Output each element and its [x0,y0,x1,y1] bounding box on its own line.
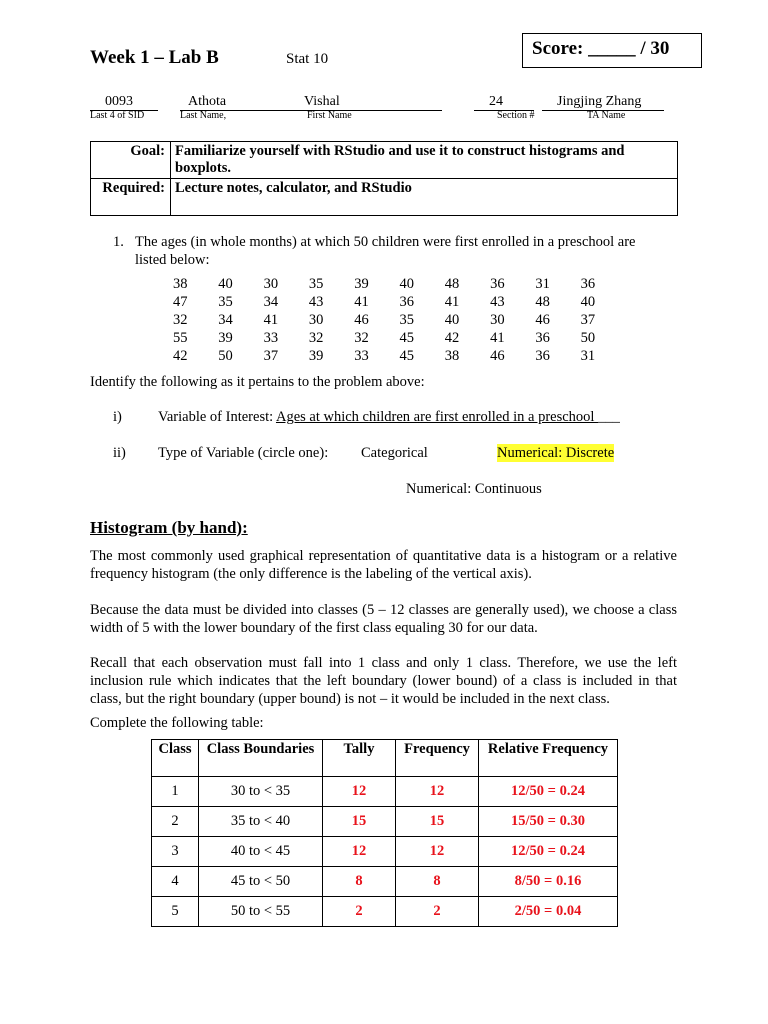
tally-cell: 2 [323,897,396,927]
data-cell: 41 [490,330,505,346]
data-cell: 32 [354,330,369,346]
frequency-cell: 15 [396,807,479,837]
first-name-caption: First Name [307,110,352,121]
item-i-label: i) [113,409,122,425]
sid-value: 0093 [105,94,133,109]
section-caption: Section # [497,110,535,121]
table-row [152,867,618,897]
data-cell: 48 [535,294,550,310]
data-cell: 30 [490,312,505,328]
header-relative-frequency: Relative Frequency [479,740,618,777]
variable-of-interest-prefix: Variable of Interest: [158,409,276,425]
class-cell: 1 [152,777,199,807]
data-cell: 34 [218,312,233,328]
histogram-paragraph-2: Because the data must be divided into classes (5 – 12 classes are generally used), we choose a class width of 5 with the lower boundary of the first class equaling 30 for our data. [90,602,677,636]
class-cell: 5 [152,897,199,927]
data-cell: 38 [444,348,460,364]
data-cell: 41 [263,312,279,328]
frequency-cell: 8 [396,867,479,897]
table-row [152,777,618,807]
option-numerical-discrete: Numerical: Discrete [497,445,615,461]
data-cell: 41 [444,294,460,310]
class-cell: 2 [152,807,199,837]
data-cell: 55 [173,330,188,346]
data-cell: 41 [354,294,369,310]
data-cell: 37 [263,348,279,364]
data-cell: 31 [580,348,596,364]
data-cell: 45 [399,348,414,364]
question-text: The ages (in whole months) at which 50 children were first enrolled in a preschool are listed below: [135,234,636,268]
data-cell: 46 [490,348,505,364]
boundaries-cell: 40 to < 45 [199,837,323,867]
last-name-value: Athota [188,94,227,109]
variable-type-prompt: Type of Variable (circle one): [158,445,329,461]
header-frequency: Frequency [396,740,479,777]
last-name-caption: Last Name, [180,110,227,121]
frequency-cell: 12 [396,777,479,807]
data-cell: 36 [535,348,550,364]
header-class-boundaries: Class Boundaries [199,740,323,777]
data-cell: 40 [580,294,596,310]
data-cell: 43 [490,294,505,310]
data-cell: 43 [308,294,324,310]
boundaries-cell: 50 to < 55 [199,897,323,927]
frequency-cell: 12 [396,837,479,867]
relative-frequency-cell: 15/50 = 0.30 [479,807,618,837]
header-class: Class [152,740,199,777]
required-row [91,179,678,216]
data-cell: 30 [308,312,324,328]
variable-of-interest-answer: Ages at which children are first enrolled in a preschool [275,409,599,425]
data-cell: 39 [354,276,369,292]
data-cell: 46 [535,312,550,328]
histogram-heading: Histogram (by hand): [90,518,248,537]
boundaries-cell: 30 to < 35 [199,777,323,807]
data-cell: 36 [490,276,505,292]
table-header-row [152,740,618,777]
required-text: Lecture notes, calculator, and RStudio [171,179,678,216]
data-cell: 45 [399,330,414,346]
data-cell: 34 [263,294,279,310]
data-row [173,347,626,365]
score-box: Score: _____ / 30 [522,33,702,68]
data-row [173,275,626,293]
data-cell: 47 [173,294,188,310]
required-label: Required: [91,179,171,216]
option-numerical-continuous: Numerical: Continuous [406,481,542,497]
data-cell: 38 [173,276,188,292]
goal-label: Goal: [91,142,171,179]
data-row [173,293,626,311]
option-categorical: Categorical [361,445,428,461]
first-name-value: Vishal [304,94,340,109]
data-cell: 48 [444,276,460,292]
frequency-table [151,739,618,927]
data-cell: 36 [399,294,414,310]
ages-data-grid [173,275,626,365]
header-tally: Tally [323,740,396,777]
frequency-cell: 2 [396,897,479,927]
data-cell: 31 [535,276,550,292]
data-cell: 36 [580,276,596,292]
data-cell: 50 [580,330,596,346]
goal-text: Familiarize yourself with RStudio and use it to construct histograms and boxplots. [171,142,678,179]
data-cell: 35 [399,312,414,328]
data-row [173,329,626,347]
boundaries-cell: 35 to < 40 [199,807,323,837]
data-cell: 33 [354,348,369,364]
histogram-paragraph-3: Recall that each observation must fall into 1 class and only 1 class. Therefore, we use the left inclusion rule which indicates that the left boundary (lower bound) of a class is included in that class, but the right boundary (upper bound) is not – it would be included in the next class. [90,655,677,707]
data-cell: 50 [218,348,233,364]
data-cell: 42 [444,330,460,346]
tally-cell: 12 [323,837,396,867]
class-cell: 4 [152,867,199,897]
data-cell: 40 [399,276,414,292]
data-cell: 42 [173,348,188,364]
section-value: 24 [489,94,503,109]
table-row [152,837,618,867]
data-cell: 35 [218,294,233,310]
question-number: 1. [113,234,124,250]
complete-table-instruction: Complete the following table: [90,715,264,731]
ta-name-value: Jingjing Zhang [557,94,642,109]
data-cell: 35 [308,276,324,292]
relative-frequency-cell: 12/50 = 0.24 [479,777,618,807]
data-cell: 37 [580,312,596,328]
identify-instruction: Identify the following as it pertains to the problem above: [90,374,425,390]
table-row [152,807,618,837]
data-row [173,311,626,329]
tally-cell: 12 [323,777,396,807]
tally-cell: 15 [323,807,396,837]
item-ii-label: ii) [113,445,126,461]
histogram-paragraph-1: The most commonly used graphical representation of quantitative data is a histogram or a relative frequency histogram (the only difference is the labeling of the vertical axis). [90,548,677,582]
variable-of-interest [158,408,620,426]
data-cell: 32 [173,312,188,328]
data-cell: 36 [535,330,550,346]
boundaries-cell: 45 to < 50 [199,867,323,897]
data-cell: 46 [354,312,369,328]
data-cell: 40 [444,312,460,328]
data-cell: 40 [218,276,233,292]
lab-title: Week 1 – Lab B [90,47,219,68]
ta-caption: TA Name [587,110,626,121]
relative-frequency-cell: 2/50 = 0.04 [479,897,618,927]
data-cell: 30 [263,276,279,292]
data-cell: 33 [263,330,279,346]
tally-cell: 8 [323,867,396,897]
data-cell: 39 [218,330,233,346]
data-cell: 32 [308,330,324,346]
sid-caption: Last 4 of SID [90,110,145,121]
relative-frequency-cell: 8/50 = 0.16 [479,867,618,897]
relative-frequency-cell: 12/50 = 0.24 [479,837,618,867]
course-name: Stat 10 [286,51,329,67]
class-cell: 3 [152,837,199,867]
goal-row [91,142,678,179]
variable-of-interest-blank: ___ [598,409,620,425]
data-cell: 39 [308,348,324,364]
table-row [152,897,618,927]
goal-table [90,141,678,216]
